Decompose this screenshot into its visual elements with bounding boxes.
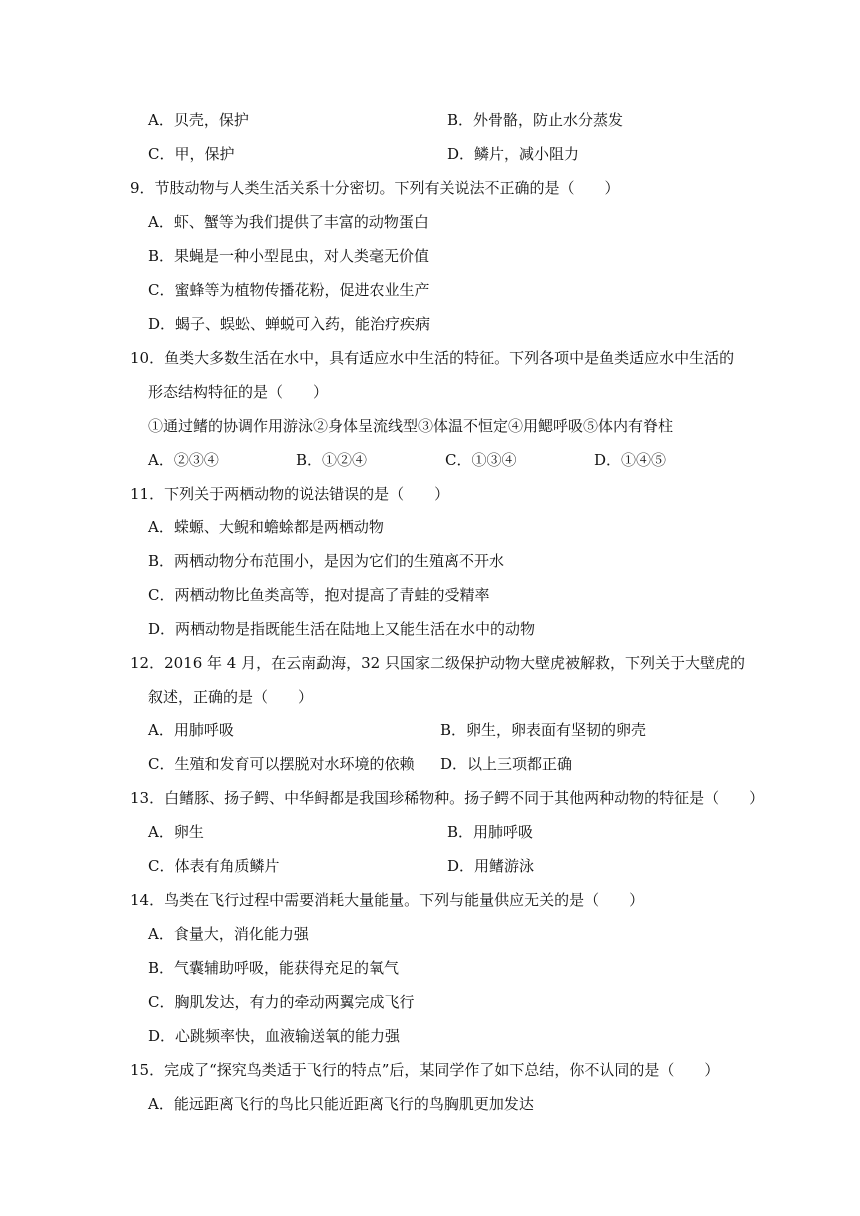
- q11-option-a: A．蝾螈、大鲵和蟾蜍都是两栖动物: [148, 518, 384, 536]
- q13-stem: 13．白鳍豚、扬子鳄、中华鲟都是我国珍稀物种。扬子鳄不同于其他两种动物的特征是（ ）: [130, 789, 765, 807]
- q14-option-c: C．胸肌发达，有力的牵动两翼完成飞行: [148, 993, 415, 1011]
- q8-option-b: B．外骨骼，防止水分蒸发: [447, 111, 624, 129]
- q13-option-d: D．用鳍游泳: [447, 857, 535, 875]
- q14-option-d: D．心跳频率快，血液输送氧的能力强: [148, 1027, 401, 1045]
- q9-stem: 9．节肢动物与人类生活关系十分密切。下列有关说法不正确的是（ ）: [130, 179, 620, 197]
- q13-option-b: B．用肺呼吸: [447, 823, 534, 841]
- q11-option-d: D．两栖动物是指既能生活在陆地上又能生活在水中的动物: [148, 620, 536, 638]
- q14-stem: 14．鸟类在飞行过程中需要消耗大量能量。下列与能量供应无关的是（ ）: [130, 891, 645, 909]
- q12-option-b: B．卵生，卵表面有坚韧的卵壳: [440, 721, 647, 739]
- q9-option-d: D．蝎子、蜈蚣、蝉蜕可入药，能治疗疾病: [148, 315, 431, 333]
- q15-stem: 15．完成了“探究鸟类适于飞行的特点”后，某同学作了如下总结，你不认同的是（ ）: [130, 1061, 720, 1079]
- q10-items: ①通过鳍的协调作用游泳②身体呈流线型③体温不恒定④用鳃呼吸⑤体内有脊柱: [148, 417, 674, 435]
- q10-stem-line2: 形态结构特征的是（ ）: [148, 383, 329, 401]
- q12-option-d: D．以上三项都正确: [440, 755, 573, 773]
- q10-stem-line1: 10．鱼类大多数生活在水中，具有适应水中生活的特征。下列各项中是鱼类适应水中生活的: [130, 349, 735, 367]
- q13-option-c: C．体表有角质鳞片: [148, 857, 280, 875]
- q9-option-c: C．蜜蜂等为植物传播花粉，促进农业生产: [148, 281, 430, 299]
- q14-option-a: A．食量大，消化能力强: [148, 925, 309, 943]
- q12-stem-line1: 12．2016 年 4 月，在云南勐海，32 只国家二级保护动物大壁虎被解救，下列关于大壁虎的: [130, 654, 745, 672]
- q12-option-c: C．生殖和发育可以摆脱对水环境的依赖: [148, 755, 415, 773]
- q11-option-c: C．两栖动物比鱼类高等，抱对提高了青蛙的受精率: [148, 586, 490, 604]
- q10-option-d: D．①④⑤: [594, 451, 667, 469]
- q10-option-a: A．②③④: [148, 451, 219, 469]
- q8-option-c: C．甲，保护: [148, 145, 235, 163]
- q8-option-d: D．鳞片，减小阻力: [447, 145, 580, 163]
- q8-option-a: A．贝壳，保护: [148, 111, 249, 129]
- q9-option-b: B．果蝇是一种小型昆虫，对人类毫无价值: [148, 247, 430, 265]
- q9-option-a: A．虾、蟹等为我们提供了丰富的动物蛋白: [148, 213, 429, 231]
- q10-option-b: B．①②④: [296, 451, 368, 469]
- q14-option-b: B．气囊辅助呼吸，能获得充足的氧气: [148, 959, 400, 977]
- q11-option-b: B．两栖动物分布范围小，是因为它们的生殖离不开水: [148, 552, 505, 570]
- q12-option-a: A．用肺呼吸: [148, 721, 234, 739]
- q10-option-c: C．①③④: [445, 451, 517, 469]
- q11-stem: 11．下列关于两栖动物的说法错误的是（ ）: [130, 485, 450, 503]
- q15-option-a: A．能远距离飞行的鸟比只能近距离飞行的鸟胸肌更加发达: [148, 1095, 534, 1113]
- q12-stem-line2: 叙述，正确的是（ ）: [148, 688, 314, 706]
- q13-option-a: A．卵生: [148, 823, 204, 841]
